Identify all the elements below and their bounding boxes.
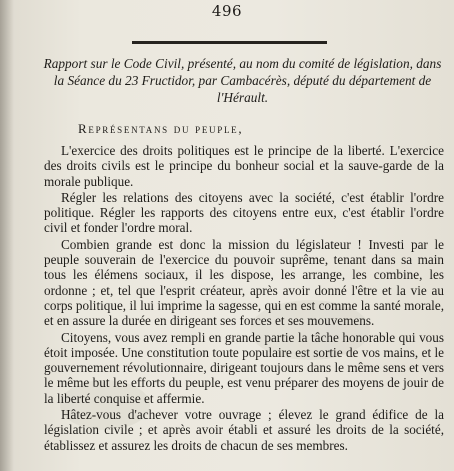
header-rule	[132, 41, 327, 44]
report-body	[44, 143, 444, 454]
salutation: Représentans du peuple,	[78, 121, 244, 136]
paragraph: Hâtez-vous d'achever votre ouvrage ; élevez le grand édifice de la législation civile ; et après avoir établi et assuré les droits de la société, établissez et assurez les droits de chacun de ses membres.	[44, 407, 444, 453]
paragraph: Combien grande est donc la mission du législateur ! Investi par le peuple souverain de l'exercice du pouvoir suprême, tenant dans sa main tous les élémens sociaux, il les dispose, les arrange, les combine, les ordonne ; et, tel que l'esprit créateur, après avoir donné l'être et la vie au corps politique, il lui imprime la sagesse, qui en est comme la santé morale, et en assure la durée en dirigeant ses forces et ses mouvemens.	[44, 236, 444, 329]
paragraph: Régler les relations des citoyens avec la société, c'est établir l'ordre politique. Régler les rapports des citoyens entre eux, c'est établir l'ordre civil et fonder l'ordre moral.	[44, 189, 444, 236]
page-number: 496	[211, 2, 243, 20]
binding-shadow	[0, 0, 14, 471]
paragraph: L'exercice des droits politiques est le principe de la liberté. L'exercice des droits civils est le principe du bonheur social et la sauve-garde de la morale publique.	[44, 143, 444, 189]
paragraph: Citoyens, vous avez rempli en grande partie la tâche honorable qui vous étoit imposée. Une constitution toute populaire est sortie de vos mains, et le gouvernement révolutionnaire, dirigeant toujours dans le même sens et vers le même but les efforts du peuple, est venu préparer des moyens de jouir de la liberté conquise et affermie.	[44, 329, 444, 406]
report-title: Rapport sur le Code Civil, présenté, au nom du comité de législation, dans la Séance du 23 Fructidor, par Cambacérès, député du département de l'Hérault.	[43, 56, 442, 105]
